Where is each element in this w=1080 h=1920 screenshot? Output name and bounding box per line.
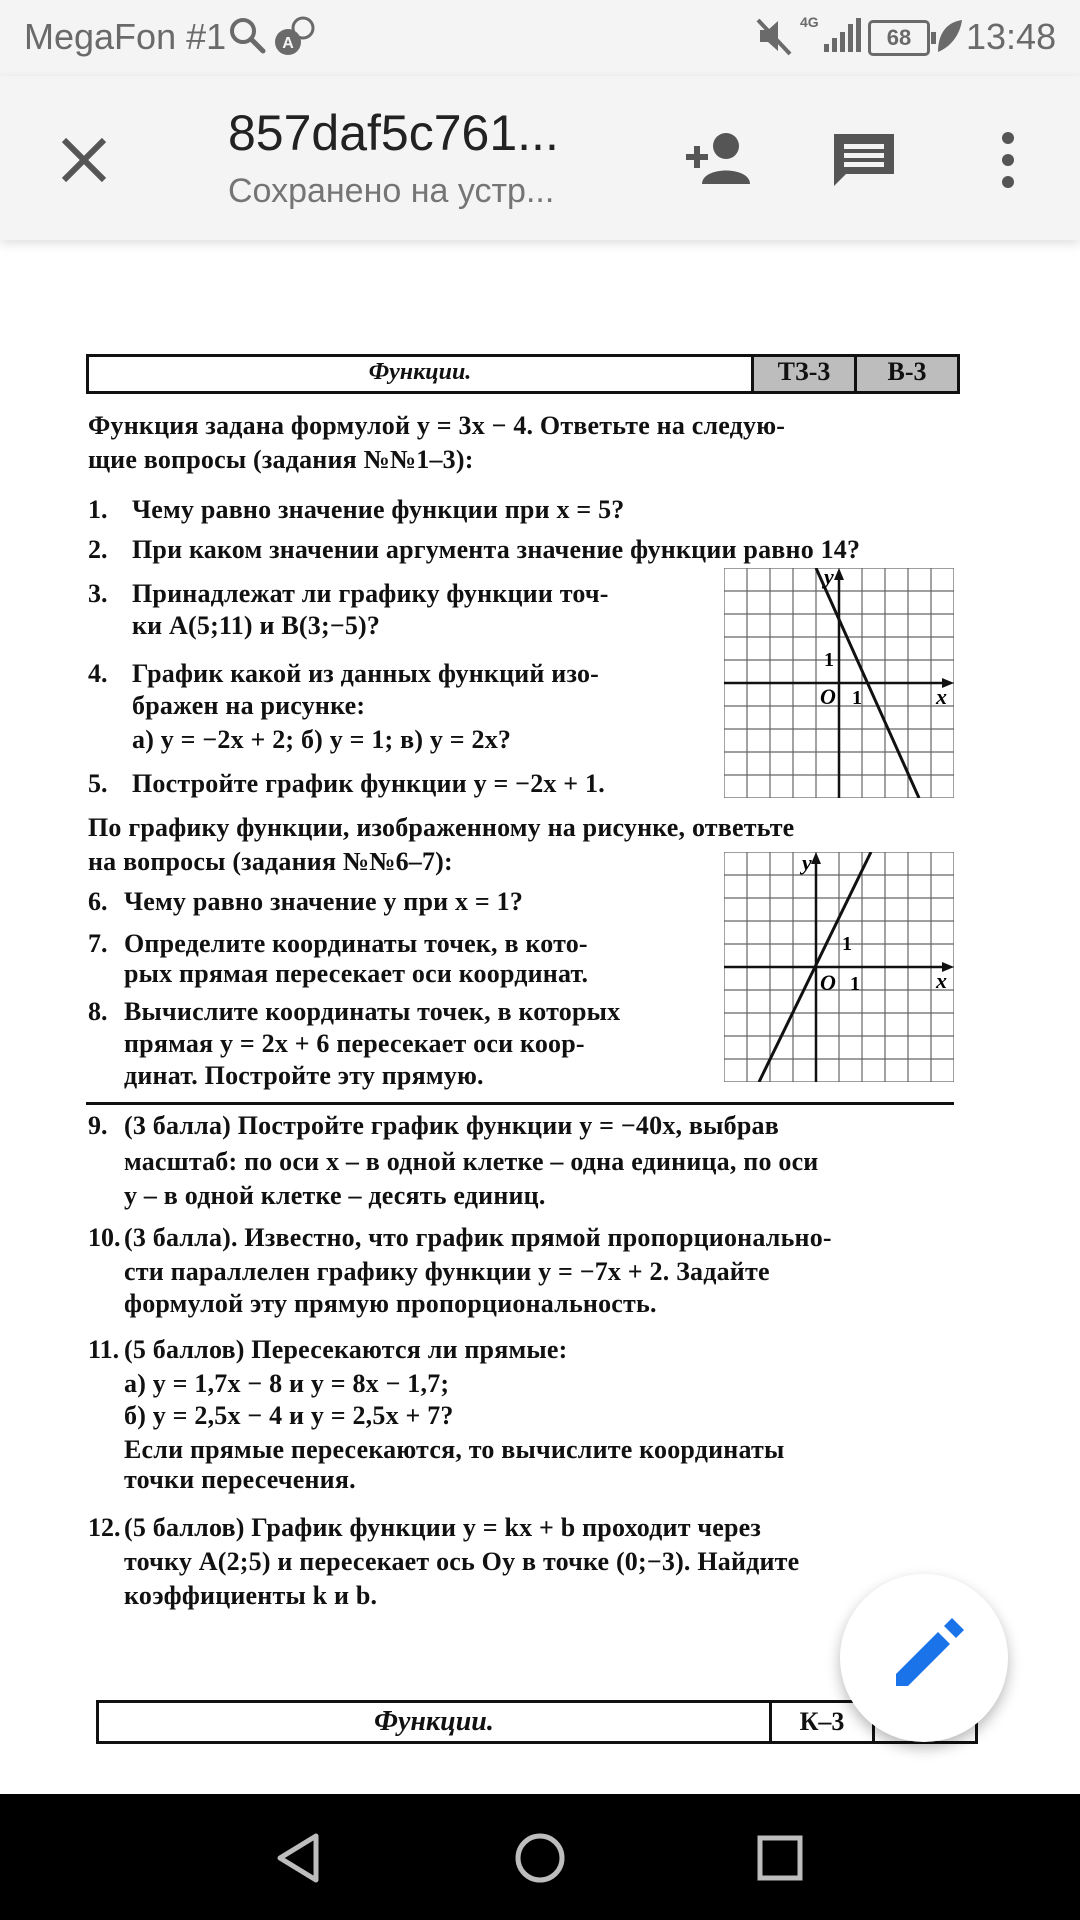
question-9-line-3: y – в одной клетке – десять единиц. — [124, 1181, 546, 1210]
question-9-line-2: масштаб: по оси x – в одной клетке – одна единица, по оси — [124, 1147, 819, 1176]
svg-text:A: A — [282, 35, 294, 52]
question-8-line-1: Вычислите координаты точек, в которых — [124, 997, 621, 1026]
question-number: 9. — [88, 1111, 108, 1140]
question-11-line-2: а) y = 1,7x − 8 и y = 8x − 1,7; — [124, 1369, 450, 1398]
graph-1-unit-x: 1 — [852, 687, 862, 709]
question-7-line-1: Определите координаты точек, в кото- — [124, 929, 588, 958]
question-number: 5. — [88, 769, 108, 798]
graph-1-origin: O — [820, 684, 836, 709]
graph-2-origin: O — [820, 970, 836, 995]
file-title: 857daf5c761... — [228, 105, 559, 161]
intro-line-1: Функция задана формулой y = 3x − 4. Ответьте на следую- — [88, 411, 786, 440]
question-number: 12. — [88, 1513, 121, 1542]
question-12-line-2: точку A(2;5) и пересекает ось Oy в точке (0;−3). Найдите — [124, 1547, 800, 1576]
pencil-icon — [840, 1574, 1008, 1742]
recents-icon[interactable] — [750, 1828, 810, 1888]
question-number: 2. — [88, 535, 108, 564]
question-number: 3. — [88, 579, 108, 608]
graph-1 — [724, 568, 954, 798]
graph-2 — [724, 852, 954, 1082]
back-icon[interactable] — [270, 1828, 330, 1888]
header-variant: В-3 — [854, 357, 957, 391]
question-number: 6. — [88, 887, 108, 916]
header-code: К–3 — [769, 1703, 872, 1741]
question-4-line-3: а) y = −2x + 2; б) y = 1; в) y = 2x? — [132, 725, 512, 754]
question-1-text: Чему равно значение функции при x = 5? — [132, 495, 625, 524]
save-status: Сохранено на устр... — [228, 172, 555, 210]
home-icon[interactable] — [510, 1828, 570, 1888]
graph-1-x-label: x — [936, 684, 947, 709]
question-4-line-1: График какой из данных функций изо- — [132, 659, 600, 688]
clock: 13:48 — [966, 16, 1057, 57]
graph-1-y-label: y — [824, 568, 834, 589]
question-4-line-2: бражен на рисунке: — [132, 691, 366, 720]
translate-icon — [272, 14, 316, 58]
leaf-icon — [934, 14, 964, 58]
graph-2-unit-y: 1 — [842, 933, 852, 955]
question-11-line-1: (5 баллов) Пересекаются ли прямые: — [124, 1335, 568, 1364]
page-header — [86, 354, 960, 394]
status-bar — [0, 0, 1080, 76]
search-icon — [228, 14, 268, 58]
document-page — [0, 240, 1080, 1794]
question-11-line-3: б) y = 2,5x − 4 и y = 2,5x + 7? — [124, 1401, 454, 1430]
section-divider — [86, 1102, 954, 1105]
graph-1-unit-y: 1 — [824, 649, 834, 671]
carrier-name: MegaFon #1 — [24, 16, 227, 57]
question-11-line-5: точки пересечения. — [124, 1465, 356, 1494]
question-number: 7. — [88, 929, 108, 958]
question-3-line-2: ки A(5;11) и B(3;−5)? — [132, 611, 381, 640]
question-10-line-1: (3 балла). Известно, что график прямой пропорционально- — [124, 1223, 832, 1252]
mute-icon — [754, 14, 794, 58]
graph-2-unit-x: 1 — [850, 973, 860, 995]
question-10-line-2: сти параллелен графику функции y = −7x + 2. Задайте — [124, 1257, 770, 1286]
question-8-line-3: динат. Постройте эту прямую. — [124, 1061, 484, 1090]
question-12-line-3: коэффициенты k и b. — [124, 1581, 378, 1610]
question-12-line-1: (5 баллов) График функции y = kx + b проходит через — [124, 1513, 762, 1542]
question-5-text: Постройте график функции y = −2x + 1. — [132, 769, 605, 798]
header-title: Функции. — [368, 359, 472, 385]
question-number: 4. — [88, 659, 108, 688]
close-icon[interactable] — [52, 128, 116, 192]
section-2-intro-line-1: По графику функции, изображенному на рисунке, ответьте — [88, 813, 795, 842]
question-9-line-1: (3 балла) Постройте график функции y = −40x, выбрав — [124, 1111, 779, 1140]
question-number: 8. — [88, 997, 108, 1026]
question-number: 1. — [88, 495, 108, 524]
question-8-line-2: прямая y = 2x + 6 пересекает оси коор- — [124, 1029, 585, 1058]
header-code: ТЗ-3 — [751, 357, 854, 391]
intro-line-2: щие вопросы (задания №№1–3): — [88, 445, 474, 474]
question-2-text: При каком значении аргумента значение функции равно 14? — [132, 535, 861, 564]
question-11-line-4: Если прямые пересекаются, то вычислите координаты — [124, 1435, 785, 1464]
graph-2-y-label: y — [802, 852, 812, 875]
navigation-bar — [0, 1794, 1080, 1920]
header-title: Функции. — [374, 1706, 494, 1737]
battery-indicator: 68 — [868, 20, 930, 56]
question-3-line-1: Принадлежат ли графику функции точ- — [132, 579, 609, 608]
app-bar — [0, 76, 1080, 240]
comment-icon[interactable] — [824, 120, 904, 200]
network-type: 4G — [800, 14, 819, 30]
add-person-icon[interactable] — [680, 120, 760, 200]
question-number: 10. — [88, 1223, 121, 1252]
question-6-text: Чему равно значение y при x = 1? — [124, 887, 524, 916]
edit-button[interactable] — [840, 1574, 1008, 1742]
more-vert-icon[interactable] — [968, 120, 1048, 200]
question-number: 11. — [88, 1335, 120, 1364]
graph-2-x-label: x — [936, 968, 947, 993]
section-2-intro-line-2: на вопросы (задания №№6–7): — [88, 847, 453, 876]
question-10-line-3: формулой эту прямую пропорциональность. — [124, 1289, 657, 1318]
signal-icon — [822, 14, 862, 58]
question-7-line-2: рых прямая пересекает оси координат. — [124, 959, 589, 988]
